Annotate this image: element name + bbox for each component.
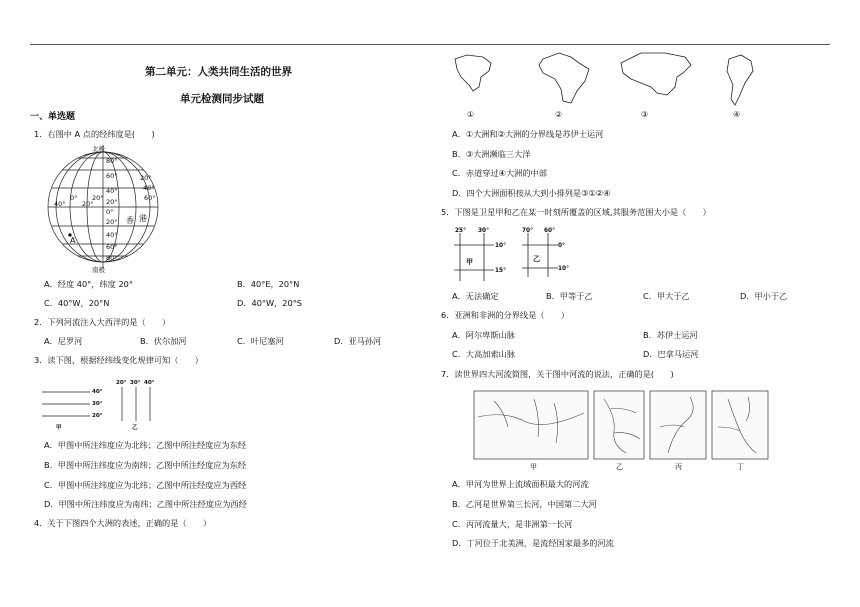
q7-rivers-figure [464, 387, 794, 472]
q6-option-c[interactable]: C．大高加索山脉 [452, 349, 516, 359]
q6-option-d[interactable]: D．巴拿马运河 [643, 349, 699, 359]
globe-lon: 0° [70, 194, 78, 202]
q3-jia-label: 40° [92, 389, 103, 395]
q1-globe-figure [40, 143, 170, 273]
q4-stem: 4．关于下图四个大洲的表述，正确的是（ ） [34, 518, 212, 528]
globe-lat: 80° [106, 157, 118, 165]
q2-option-b[interactable]: B．伏尔加河 [140, 336, 187, 346]
q5-yi-top: 70° [522, 228, 533, 234]
q3-yi-name: 乙 [132, 425, 138, 431]
q3-yi-label: 30° [130, 380, 141, 386]
globe-lat: 40° [106, 231, 118, 239]
q4-fig-label: ② [555, 110, 563, 119]
q7-option-d[interactable]: D．丁河位于北美洲，是流经国家最多的河流 [452, 538, 614, 548]
q5-jia-right: 10° [495, 243, 506, 249]
q5-jia-top: 25° [455, 228, 466, 234]
q3-figure [40, 373, 170, 431]
continent-south-america [727, 55, 753, 105]
globe-point-a-label: A [70, 236, 76, 245]
q5-yi-right: 0° [558, 243, 565, 249]
globe-south-label: 南极 [92, 266, 105, 273]
q3-yi-label: 20° [116, 380, 127, 386]
q5-option-a[interactable]: A．无法确定 [452, 291, 499, 301]
q5-jia-right: 15° [495, 268, 506, 274]
continent-africa [539, 53, 589, 103]
globe-lat: 80° [106, 254, 118, 262]
globe-sea-label: 香 [126, 216, 134, 225]
globe-lon: 40° [54, 200, 66, 208]
q2-option-a[interactable]: A．尼罗河 [44, 336, 83, 346]
q5-option-d[interactable]: D．甲小于乙 [740, 291, 788, 301]
section-heading: 一、单选题 [30, 112, 76, 122]
q4-option-b[interactable]: B．③大洲濒临三大洋 [452, 149, 531, 159]
globe-lon: 20° [92, 194, 104, 202]
q5-yi-name: 乙 [533, 255, 540, 263]
q7-fig-label: 丁 [737, 463, 744, 471]
q3-jia-name: 甲 [56, 425, 62, 431]
q4-fig-label: ① [467, 110, 475, 119]
globe-lon: 20° [82, 200, 94, 208]
globe-lat: 40° [106, 187, 118, 195]
q3-option-a[interactable]: A．甲图中所注纬度应为北纬；乙图中所注经度应为东经 [44, 440, 247, 450]
q5-stem: 5．下图是卫星甲和乙在某一时刻所覆盖的区域,其服务范围大小是（ ） [441, 207, 711, 217]
q4-continents-figure [445, 47, 795, 121]
q1-option-a[interactable]: A．经度 40°，纬度 20° [44, 279, 133, 289]
q5-option-b[interactable]: B．甲等于乙 [546, 291, 593, 301]
q7-fig-label: 乙 [616, 463, 623, 471]
q7-option-b[interactable]: B．乙河是世界第三长河，中国第二大河 [452, 499, 597, 509]
q4-fig-label: ④ [733, 110, 741, 119]
q2-option-c[interactable]: C．叶尼塞河 [237, 336, 284, 346]
globe-lon: 60° [144, 194, 156, 202]
page-title: 第二单元：人类共同生活的世界 [145, 66, 292, 78]
q1-stem: 1．右图中 A 点的经纬度是( ) [34, 129, 155, 139]
q2-stem: 2．下列河流注入大西洋的是（ ） [34, 317, 171, 327]
q4-option-a[interactable]: A．①大洲和②大洲的分界线是苏伊士运河 [452, 129, 604, 139]
globe-lat: 0° [106, 208, 114, 216]
q4-option-d[interactable]: D．四个大洲面积按从大到小排列是③①②④ [452, 188, 611, 198]
q5-yi-right: 10° [558, 266, 569, 272]
q6-stem: 6．亚洲和非洲的分界线是（ ） [441, 310, 570, 320]
q2-option-d[interactable]: D．亚马孙河 [334, 336, 382, 346]
q3-yi-label: 40° [144, 380, 155, 386]
page-subtitle: 单元检测同步试题 [180, 93, 264, 105]
top-rule [30, 44, 830, 45]
q3-option-c[interactable]: C．甲图中所注纬度应为北纬；乙图中所注经度应为西经 [44, 480, 247, 490]
q6-option-a[interactable]: A．阿尔卑斯山脉 [452, 330, 515, 340]
continent-asia [621, 53, 691, 95]
q5-option-c[interactable]: C．甲大于乙 [643, 291, 690, 301]
q7-stem: 7．读世界四大河流简图，关于图中河流的说法，正确的是( ) [441, 369, 674, 379]
q3-stem: 3．读下图，根据经纬线变化规律可知（ ） [34, 355, 203, 365]
q1-option-c[interactable]: C．40°W，20°N [44, 298, 110, 308]
globe-lat: 20° [106, 218, 118, 226]
globe-lon: 40° [143, 184, 155, 192]
q1-option-d[interactable]: D．40°W，20°S [237, 298, 302, 308]
q4-option-c[interactable]: C．赤道穿过④大洲的中部 [452, 168, 547, 178]
q5-jia-top: 30° [478, 228, 489, 234]
globe-lon: 20° [140, 174, 152, 182]
q7-option-a[interactable]: A．甲河为世界上流域面积最大的河流 [452, 479, 589, 489]
q5-yi-top: 60° [544, 228, 555, 234]
q7-fig-label: 丙 [675, 463, 682, 471]
globe-lat: 60° [106, 243, 118, 251]
continent-north-america [455, 55, 491, 91]
q5-figure [450, 225, 590, 287]
q5-jia-name: 甲 [466, 258, 473, 266]
globe-sea-label: 港 [139, 214, 147, 223]
q7-option-c[interactable]: C．丙河流量大，是非洲第一长河 [452, 519, 573, 529]
globe-lat: 60° [106, 172, 118, 180]
q3-option-d[interactable]: D．甲图中所注纬度应为南纬；乙图中所注经度应为西经 [44, 499, 247, 509]
q1-option-b[interactable]: B．40°E，20°N [237, 279, 300, 289]
q3-option-b[interactable]: B．甲图中所注纬度应为南纬；乙图中所注经度应为东经 [44, 460, 247, 470]
q7-fig-label: 甲 [530, 463, 537, 471]
q3-jia-label: 20° [92, 413, 103, 419]
globe-north-label: 北极 [92, 145, 105, 153]
q4-fig-label: ③ [641, 110, 649, 119]
q3-jia-label: 30° [92, 401, 103, 407]
globe-lat: 20° [106, 198, 118, 206]
q6-option-b[interactable]: B．苏伊士运河 [643, 330, 698, 340]
